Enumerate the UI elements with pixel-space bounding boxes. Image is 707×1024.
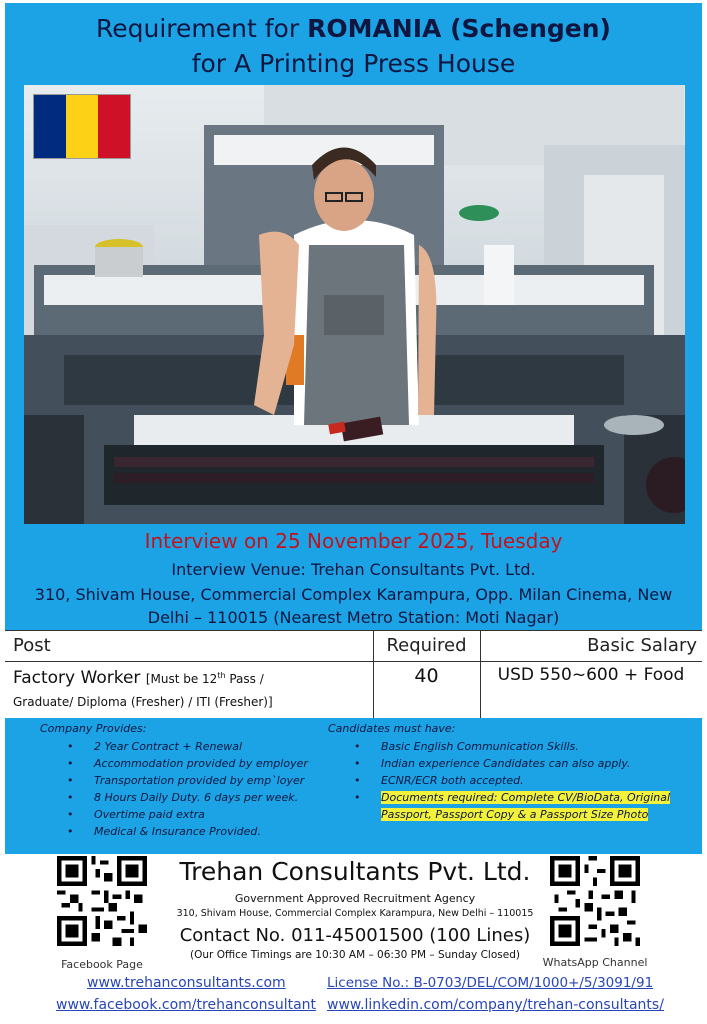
page-title [5, 14, 702, 44]
agency-tagline: Government Approved Recruitment Agency [234, 892, 476, 905]
post-note-part: Pass / [225, 672, 264, 686]
post-requirement [146, 672, 264, 686]
header-panel [5, 3, 702, 630]
contact-number: Contact No. 011-45001500 (100 Lines) [179, 925, 531, 946]
list-item: • 2 Year Contract + Renewal [67, 738, 308, 755]
list-item: • Overtime paid extra [67, 806, 308, 823]
romania-flag [34, 95, 130, 158]
website-link[interactable]: www.trehanconsultants.com [87, 975, 286, 991]
list-item: • 8 Hours Daily Duty. 6 days per week. [67, 789, 308, 806]
candidates-list [354, 738, 670, 823]
linkedin-link[interactable]: www.linkedin.com/company/trehan-consultants/ [327, 997, 664, 1013]
job-table [5, 630, 702, 720]
title-prefix: Requirement for [96, 14, 308, 43]
documents-line2: Passport, Passport Copy & a Passport Size Photo [381, 808, 649, 821]
list-item: • Medical & Insurance Provided. [67, 823, 308, 840]
license-link[interactable]: License No.: B-0703/DEL/COM/1000+/5/3091/91 [327, 975, 654, 991]
footer [5, 854, 702, 1024]
company-provides-list [67, 738, 308, 840]
office-timings: (Our Office Timings are 10:30 AM – 06:30 PM – Sunday Closed) [190, 949, 520, 961]
candidates-heading: Candidates must have: [328, 722, 456, 735]
list-item: • Transportation provided by emp`loyer [67, 772, 308, 789]
header-basic-salary: Basic Salary [587, 635, 697, 656]
company-address: 310, Shivam House, Commercial Complex Karampura, New Delhi – 110015 [176, 908, 534, 919]
benefits-panel [5, 718, 702, 854]
header-post: Post [13, 635, 51, 656]
post-title: Factory Worker [13, 668, 141, 688]
table-row-post [13, 665, 368, 713]
company-name: Trehan Consultants Pvt. Ltd. [179, 857, 531, 886]
company-provides-heading: Company Provides: [40, 722, 147, 735]
list-item: • Indian experience Candidates can also apply. [354, 755, 670, 772]
post-note-part: [Must be 12 [145, 672, 218, 686]
post-requirement-line2: Graduate/ Diploma (Fresher) / ITI (Fresher)] [13, 695, 273, 709]
venue-address-line1: 310, Shivam House, Commercial Complex Karampura, Opp. Milan Cinema, New [34, 585, 673, 604]
flag-stripe-red [98, 95, 130, 158]
documents-required [354, 789, 670, 823]
documents-line1: Documents required: Complete CV/BioData, Original [381, 791, 671, 804]
flag-stripe-blue [34, 95, 66, 158]
list-item: • ECNR/ECR both accepted. [354, 772, 670, 789]
whatsapp-qr-code-icon[interactable] [550, 856, 640, 946]
post-note-sup: th [217, 671, 226, 680]
printing-press-photo [24, 85, 685, 524]
flag-stripe-yellow [66, 95, 98, 158]
interview-date: Interview on 25 November 2025, Tuesday [144, 529, 563, 553]
list-item: • Basic English Communication Skills. [354, 738, 670, 755]
facebook-qr-caption: Facebook Page [61, 958, 143, 971]
interview-venue: Interview Venue: Trehan Consultants Pvt. Ltd. [171, 560, 536, 579]
header-required: Required [386, 635, 467, 656]
title-country: ROMANIA (Schengen) [307, 14, 611, 43]
required-count: 40 [414, 665, 439, 687]
venue-address-line2: Delhi – 110015 (Nearest Metro Station: Moti Nagar) [147, 608, 560, 627]
whatsapp-qr-caption: WhatsApp Channel [542, 956, 648, 969]
page-subtitle: for A Printing Press House [191, 49, 516, 78]
facebook-link[interactable]: www.facebook.com/trehanconsultant [56, 997, 317, 1013]
table-divider [5, 661, 702, 662]
facebook-qr-code-icon[interactable] [57, 856, 147, 946]
basic-salary-value: USD 550~600 + Food [497, 665, 685, 685]
list-item: • Accommodation provided by employer [67, 755, 308, 772]
